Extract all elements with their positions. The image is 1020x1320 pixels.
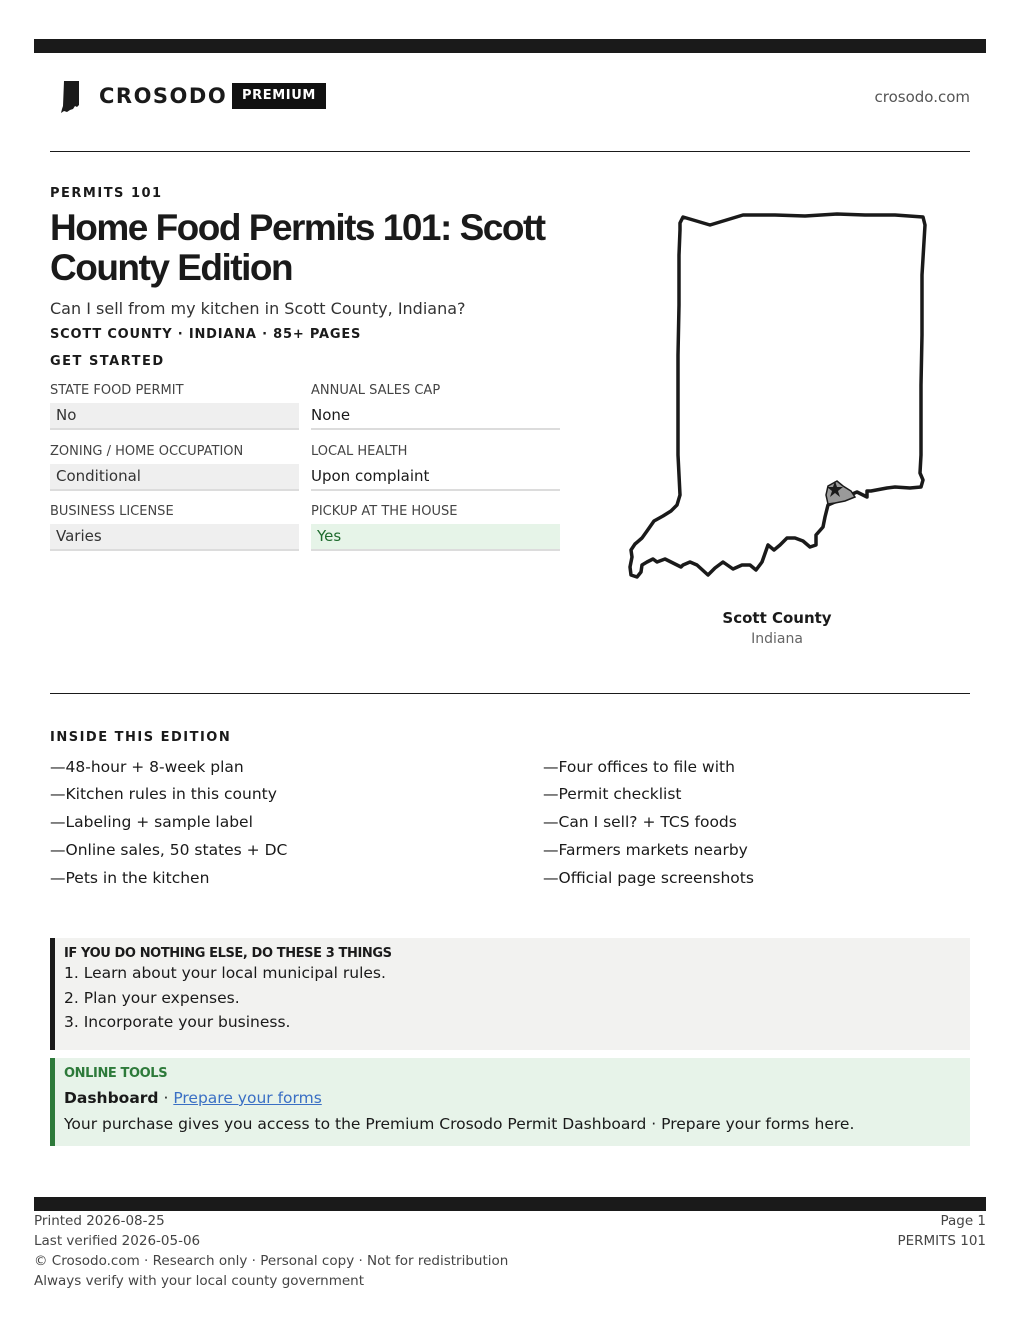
- verify-note: Always verify with your local county government: [34, 1273, 364, 1289]
- annual-sales-cap-cell: [311, 382, 560, 430]
- kicker: PERMITS 101: [50, 186, 163, 201]
- cell-label: BUSINESS LICENSE: [50, 504, 174, 519]
- cell-value: Upon complaint: [311, 464, 560, 491]
- callout-item: 1. Learn about your local municipal rules.: [64, 964, 386, 982]
- edition-meta: SCOTT COUNTY · INDIANA · 85+ PAGES: [50, 327, 362, 342]
- cell-label: PICKUP AT THE HOUSE: [311, 504, 458, 519]
- state-food-permit-cell: [50, 382, 299, 430]
- inside-heading: INSIDE THIS EDITION: [50, 730, 232, 745]
- cell-value: Varies: [50, 524, 299, 551]
- brand-name[interactable]: CROSODO: [99, 84, 228, 108]
- top-bar: [34, 39, 986, 53]
- tools-title: ONLINE TOOLS: [64, 1066, 168, 1081]
- cell-value: None: [311, 403, 560, 430]
- contents-item: —Kitchen rules in this county: [50, 785, 277, 803]
- contents-item: —Labeling + sample label: [50, 813, 253, 831]
- contents-item: —Online sales, 50 states + DC: [50, 841, 288, 859]
- zoning-cell: [50, 443, 299, 491]
- cell-value: No: [50, 403, 299, 430]
- cell-value: Yes: [311, 524, 560, 551]
- contents-item: —Pets in the kitchen: [50, 869, 210, 887]
- contents-item: —Four offices to file with: [543, 758, 735, 776]
- cell-label: ANNUAL SALES CAP: [311, 383, 441, 398]
- contents-item: —48-hour + 8-week plan: [50, 758, 244, 776]
- cell-label: ZONING / HOME OCCUPATION: [50, 444, 244, 459]
- map-county-label: Scott County: [722, 609, 832, 627]
- indiana-outline: [630, 214, 925, 577]
- premium-badge: PREMIUM: [232, 83, 326, 109]
- copyright: © Crosodo.com · Research only · Personal copy · Not for redistribution: [34, 1253, 509, 1269]
- contents-item: —Official page screenshots: [543, 869, 754, 887]
- pickup-cell: [311, 503, 560, 551]
- indiana-state-icon: [60, 80, 82, 114]
- header: [50, 80, 970, 114]
- callout-title: IF YOU DO NOTHING ELSE, DO THESE 3 THINGS: [64, 946, 392, 961]
- footer-section: PERMITS 101: [897, 1233, 986, 1249]
- contents-item: —Can I sell? + TCS foods: [543, 813, 737, 831]
- verified-date: Last verified 2026-05-06: [34, 1233, 201, 1249]
- local-health-cell: [311, 443, 560, 491]
- page-title: Home Food Permits 101: Scott County Edition: [50, 207, 545, 288]
- page-subtitle: Can I sell from my kitchen in Scott County, Indiana?: [50, 299, 466, 318]
- callout-item: 2. Plan your expenses.: [64, 988, 240, 1007]
- printed-date: Printed 2026-08-25: [34, 1213, 165, 1229]
- indiana-map: [625, 205, 930, 585]
- divider: [50, 151, 970, 152]
- site-url[interactable]: crosodo.com: [874, 88, 970, 106]
- bottom-bar: [34, 1197, 986, 1211]
- divider: [50, 693, 970, 694]
- dashboard-label: Dashboard: [64, 1089, 159, 1107]
- cell-label: LOCAL HEALTH: [311, 444, 408, 459]
- three-things-callout: [50, 938, 970, 1050]
- business-license-cell: [50, 503, 299, 551]
- prepare-forms-link[interactable]: Prepare your forms: [173, 1089, 322, 1107]
- contents-item: —Farmers markets nearby: [543, 841, 748, 859]
- page-number: Page 1: [940, 1213, 986, 1229]
- tools-description: Your purchase gives you access to the Premium Crosodo Permit Dashboard · Prepare your forms here.: [64, 1115, 855, 1133]
- cell-value: Conditional: [50, 464, 299, 491]
- online-tools-callout: [50, 1058, 970, 1146]
- cell-label: STATE FOOD PERMIT: [50, 383, 184, 398]
- contents-item: —Permit checklist: [543, 785, 682, 803]
- callout-item: 3. Incorporate your business.: [64, 1013, 291, 1031]
- map-state-label: Indiana: [751, 631, 803, 647]
- tools-links: [64, 1087, 970, 1109]
- get-started-heading: GET STARTED: [50, 354, 165, 369]
- separator: ·: [158, 1089, 174, 1107]
